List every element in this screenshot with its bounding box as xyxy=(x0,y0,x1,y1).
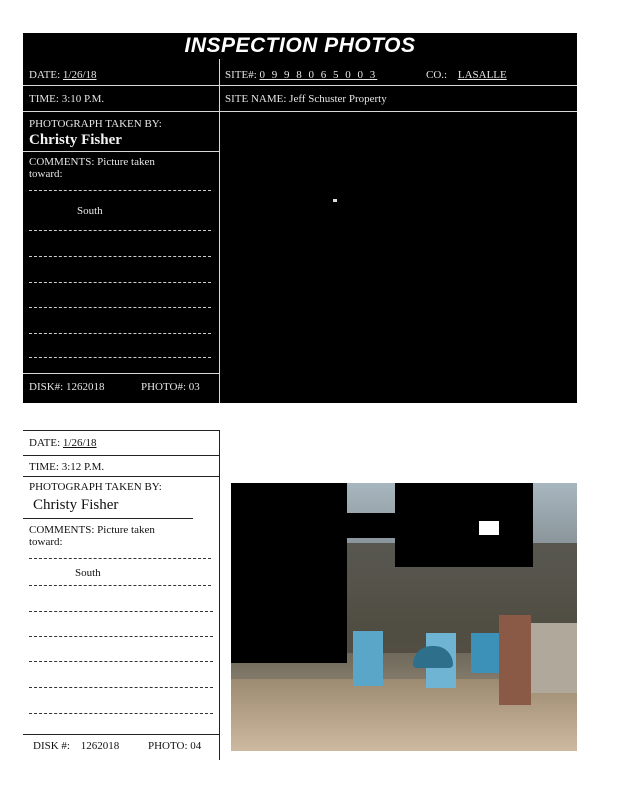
photographer-name: Christy Fisher xyxy=(33,497,119,513)
date-value: 1/26/18 xyxy=(62,69,97,81)
comment-line xyxy=(29,333,211,334)
photographer-name: Christy Fisher xyxy=(29,132,122,148)
divider xyxy=(23,734,220,735)
comment-line xyxy=(29,713,213,714)
redaction xyxy=(231,483,347,663)
date-label: DATE: xyxy=(29,437,61,449)
site-field xyxy=(225,69,377,81)
redaction xyxy=(395,483,533,567)
divider xyxy=(219,430,220,760)
redaction xyxy=(347,513,395,538)
chair xyxy=(353,631,383,686)
divider xyxy=(23,373,219,374)
glare xyxy=(479,521,499,535)
comment-line xyxy=(29,585,211,586)
divider xyxy=(23,518,193,519)
date-label: DATE: xyxy=(29,69,61,81)
comments-label: COMMENTS: Picture taken toward: xyxy=(29,524,155,548)
photo-03-record xyxy=(23,59,577,403)
board xyxy=(499,615,531,705)
disk-number: DISK#: 1262018 xyxy=(29,381,105,393)
comment-line xyxy=(29,256,211,257)
site-name-field: SITE NAME: Jeff Schuster Property xyxy=(225,93,387,105)
disk-number: 1262018 xyxy=(80,740,120,752)
direction-value: South xyxy=(77,205,103,217)
comment-line xyxy=(29,611,213,612)
comment-line xyxy=(29,282,211,283)
comment-line xyxy=(29,687,213,688)
county-field xyxy=(426,69,507,81)
date-field xyxy=(29,69,97,81)
divider xyxy=(23,111,577,112)
date-value: 1/26/18 xyxy=(62,437,97,449)
comment-line xyxy=(29,558,211,559)
taken-by-label: PHOTOGRAPH TAKEN BY: xyxy=(29,118,162,130)
divider xyxy=(23,151,219,152)
page-title: INSPECTION PHOTOS xyxy=(23,33,577,59)
site-label: SITE#: xyxy=(225,69,257,81)
county-value: LASALLE xyxy=(457,69,507,81)
direction-value: South xyxy=(75,567,101,579)
divider xyxy=(23,455,220,456)
comment-line xyxy=(29,190,211,191)
divider xyxy=(23,85,577,86)
structure xyxy=(531,623,577,693)
comment-line xyxy=(29,661,213,662)
divider xyxy=(219,111,220,403)
comment-line xyxy=(29,307,211,308)
time-field: TIME: 3:12 P.M. xyxy=(29,461,105,473)
photo-04-image xyxy=(231,483,577,751)
comment-line xyxy=(29,357,211,358)
time-field: TIME: 3:10 P.M. xyxy=(29,93,105,105)
photo-03-image xyxy=(333,199,337,202)
taken-by-label: PHOTOGRAPH TAKEN BY: xyxy=(29,481,162,493)
site-number: 0 9 9 8 0 6 5 0 0 3 xyxy=(259,69,378,81)
photo-04-record xyxy=(23,430,220,760)
divider xyxy=(23,476,220,477)
comment-line xyxy=(29,230,211,231)
divider xyxy=(23,430,220,431)
county-label: CO.: xyxy=(426,69,448,81)
comments-label: COMMENTS: Picture taken toward: xyxy=(29,156,155,180)
divider xyxy=(219,59,220,111)
photo-number: PHOTO: 04 xyxy=(148,740,202,752)
disk-field xyxy=(33,740,119,752)
photo-number: PHOTO#: 03 xyxy=(141,381,200,393)
comment-line xyxy=(29,636,213,637)
date-field xyxy=(29,437,97,449)
disk-label: DISK #: xyxy=(33,740,70,752)
